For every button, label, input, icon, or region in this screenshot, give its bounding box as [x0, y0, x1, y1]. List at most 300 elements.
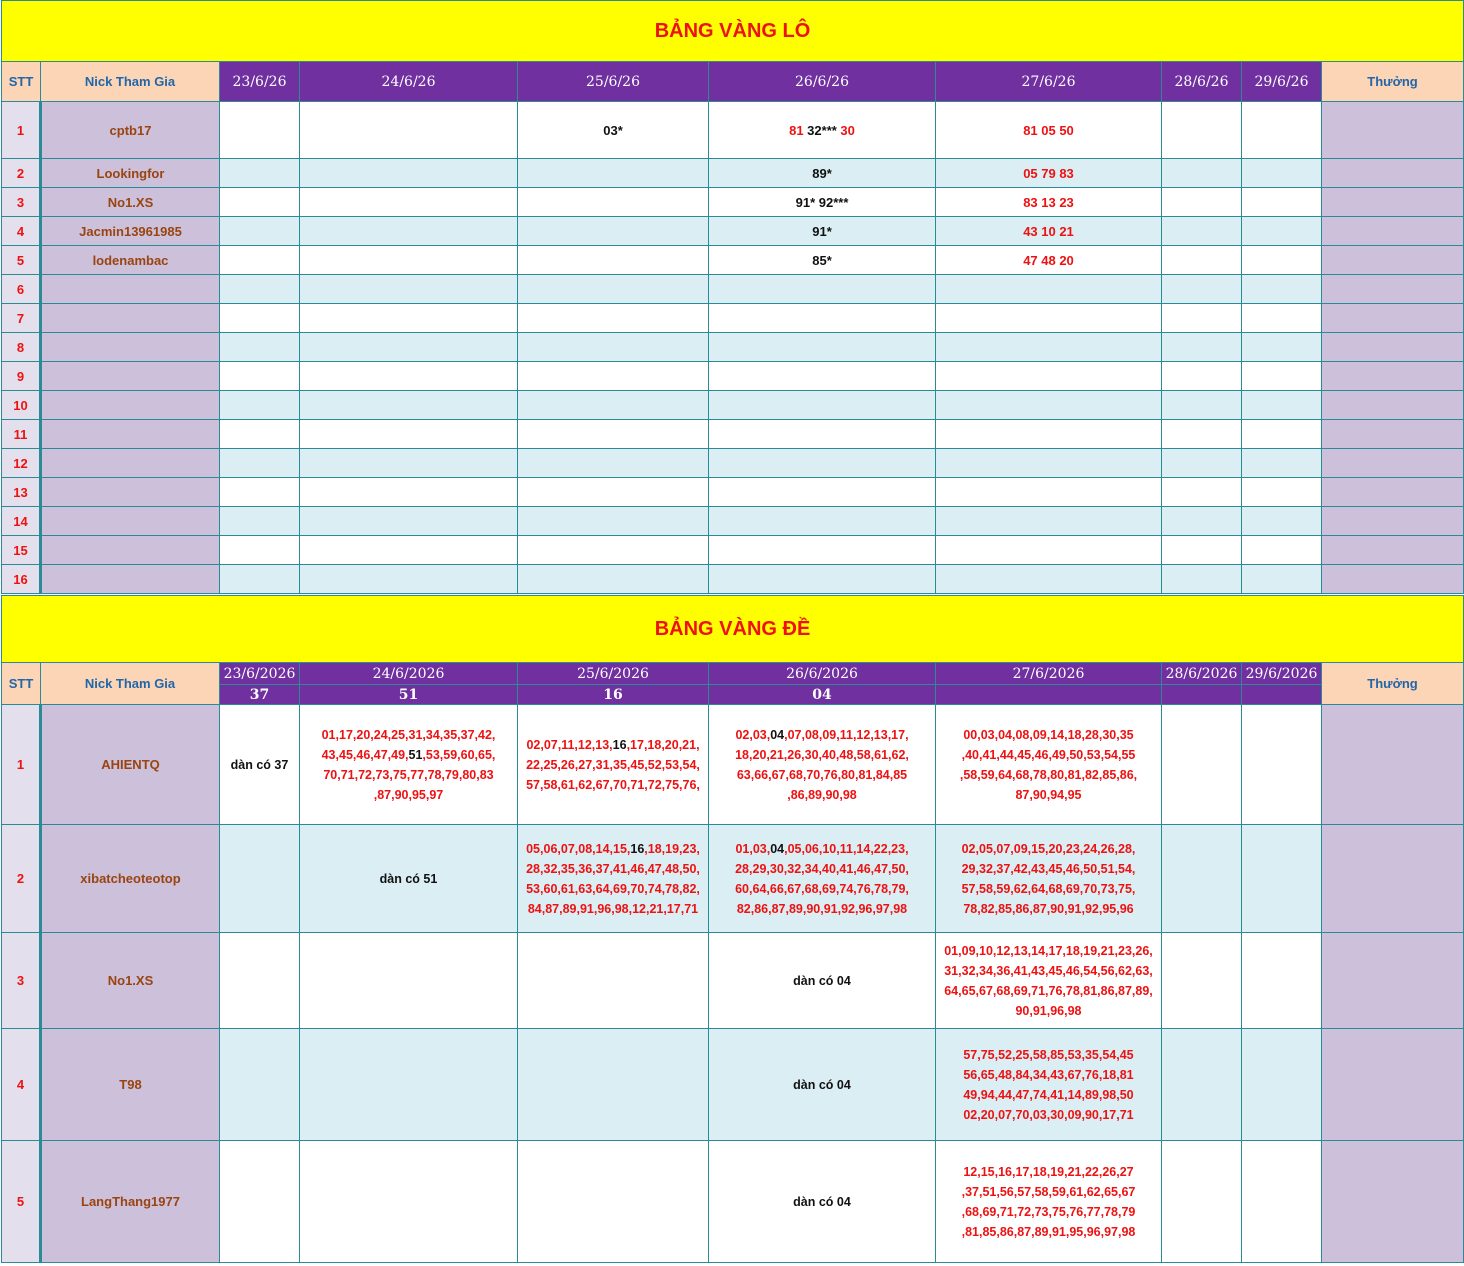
- cell-text: 02,05,07,09,15,20,23,24,26,28, 29,32,37,42,43,45,46,50,51,54, 57,58,59,62,64,68,69,70,73,75, 78,82,85,86,87,90,91,92,95,96: [961, 841, 1136, 916]
- lo-table-row: [2, 536, 1464, 565]
- de-row-nick: LangThang1977: [41, 1141, 220, 1263]
- lo-day-cell: [1162, 188, 1242, 217]
- lo-day-cell: [1162, 536, 1242, 565]
- lo-table-row: [2, 478, 1464, 507]
- lo-day-cell: [1242, 565, 1322, 594]
- lo-header-date: 25/6/26: [518, 62, 709, 102]
- lo-row-stt: 11: [2, 420, 41, 449]
- lo-day-cell: [1162, 102, 1242, 159]
- cell-text: 05 79 83: [1023, 165, 1074, 181]
- cell-text: 01,17,20,24,25,31,34,35,37,42, 43,45,46,47,49,: [321, 727, 496, 762]
- de-day-cell: [1162, 1029, 1242, 1141]
- lo-row-nick: [41, 391, 220, 420]
- de-day-cell: [1162, 705, 1242, 825]
- lo-day-cell: [1162, 217, 1242, 246]
- lo-day-cell: [709, 217, 936, 246]
- lo-table-row: [2, 362, 1464, 391]
- cell-text: 81 05 50: [1023, 122, 1074, 138]
- lo-day-cell: [1162, 391, 1242, 420]
- lo-row-thuong: [1322, 304, 1464, 333]
- de-day-cell: [300, 825, 518, 933]
- lo-table-row: [2, 420, 1464, 449]
- lo-header-date: 24/6/26: [300, 62, 518, 102]
- de-row-stt: 4: [2, 1029, 41, 1141]
- de-table-row: [2, 825, 1464, 933]
- cell-text: 85*: [812, 252, 832, 268]
- lo-row-nick: [41, 536, 220, 565]
- lo-row-stt: 3: [2, 188, 41, 217]
- cell-text: 03*: [603, 122, 623, 138]
- lo-day-cell: [709, 478, 936, 507]
- lo-day-cell: [709, 449, 936, 478]
- lo-day-cell: [936, 507, 1162, 536]
- lo-day-cell: [709, 565, 936, 594]
- lo-row-stt: 5: [2, 246, 41, 275]
- lo-row-nick: No1.XS: [41, 188, 220, 217]
- lo-day-cell: [518, 536, 709, 565]
- lo-day-cell: [220, 536, 300, 565]
- lo-table-row: [2, 188, 1464, 217]
- lo-day-cell: [1162, 275, 1242, 304]
- lo-row-thuong: [1322, 275, 1464, 304]
- cell-text: 57,75,52,25,58,85,53,35,54,45 56,65,48,84,34,43,67,76,18,81 49,94,44,47,74,41,14,89,98,50 02,20,07,70,03,30,09,90,17,71: [963, 1047, 1134, 1122]
- lo-day-cell: [936, 159, 1162, 188]
- cell-text: 16: [630, 841, 645, 856]
- lo-day-cell: [518, 159, 709, 188]
- lo-day-cell: [518, 188, 709, 217]
- lo-day-cell: [709, 333, 936, 362]
- cell-text: dàn có 04: [793, 973, 851, 988]
- lo-row-stt: 15: [2, 536, 41, 565]
- lo-row-thuong: [1322, 536, 1464, 565]
- de-row-thuong: [1322, 933, 1464, 1029]
- lo-day-cell: [300, 304, 518, 333]
- lo-row-thuong: [1322, 478, 1464, 507]
- de-day-cell: [936, 933, 1162, 1029]
- cell-text: 01,09,10,12,13,14,17,18,19,21,23,26, 31,32,34,36,41,43,45,46,54,56,62,63, 64,65,67,68,69,71,76,78,81,86,87,89, 90,91,96,98: [944, 943, 1153, 1018]
- lo-day-cell: [518, 362, 709, 391]
- lo-header-thuong: Thưởng: [1322, 62, 1464, 102]
- lo-row-thuong: [1322, 246, 1464, 275]
- lo-header-nick: Nick Tham Gia: [41, 62, 220, 102]
- de-row-nick: No1.XS: [41, 933, 220, 1029]
- de-day-cell: [1162, 933, 1242, 1029]
- lo-day-cell: [709, 159, 936, 188]
- de-header-date: 26/6/2026: [709, 663, 936, 685]
- lo-day-cell: [220, 565, 300, 594]
- de-day-cell: [300, 1141, 518, 1263]
- lo-row-nick: Lookingfor: [41, 159, 220, 188]
- lo-row-nick: cptb17: [41, 102, 220, 159]
- lo-row-thuong: [1322, 102, 1464, 159]
- lo-day-cell: [220, 420, 300, 449]
- lo-day-cell: [936, 188, 1162, 217]
- de-header-date: 27/6/2026: [936, 663, 1162, 685]
- de-header-result: 04: [709, 685, 936, 705]
- cell-text: 02,03,: [735, 727, 771, 742]
- lo-day-cell: [936, 391, 1162, 420]
- de-row-stt: 5: [2, 1141, 41, 1263]
- lo-day-cell: [936, 536, 1162, 565]
- de-header-stt: STT: [2, 663, 41, 705]
- lo-table-row: [2, 159, 1464, 188]
- lo-day-cell: [936, 333, 1162, 362]
- lo-day-cell: [1242, 304, 1322, 333]
- lo-day-cell: [220, 478, 300, 507]
- cell-text: dàn có 04: [793, 1077, 851, 1092]
- lo-day-cell: [220, 391, 300, 420]
- lo-day-cell: [300, 217, 518, 246]
- lo-table-row: [2, 565, 1464, 594]
- lo-day-cell: [1242, 217, 1322, 246]
- cell-text: 16: [612, 737, 627, 752]
- de-day-cell: [220, 825, 300, 933]
- cell-text: ,17,18,20,21, 22,25,26,27,31,35,45,52,53,54, 57,58,61,62,67,70,71,72,75,76,: [526, 737, 700, 792]
- lo-header-date: 27/6/26: [936, 62, 1162, 102]
- lo-row-nick: lodenambac: [41, 246, 220, 275]
- cell-text: 01,03,: [735, 841, 771, 856]
- de-table-row: [2, 705, 1464, 825]
- de-day-cell: [220, 1141, 300, 1263]
- lo-day-cell: [1242, 188, 1322, 217]
- lo-day-cell: [518, 478, 709, 507]
- de-day-cell: [709, 825, 936, 933]
- cell-text: 00,03,04,08,09,14,18,28,30,35 ,40,41,44,45,46,49,50,53,54,55 ,58,59,64,68,78,80,81,82,85,86, 87,90,94,95: [959, 727, 1138, 802]
- lo-day-cell: [300, 565, 518, 594]
- lo-day-cell: [1162, 159, 1242, 188]
- lo-row-thuong: [1322, 565, 1464, 594]
- lo-day-cell: [300, 159, 518, 188]
- lo-day-cell: [1162, 478, 1242, 507]
- de-row-nick: AHIENTQ: [41, 705, 220, 825]
- lo-day-cell: [300, 420, 518, 449]
- lo-row-thuong: [1322, 507, 1464, 536]
- de-day-cell: [220, 705, 300, 825]
- lo-day-cell: [1162, 565, 1242, 594]
- lo-header-date: 26/6/26: [709, 62, 936, 102]
- de-row-thuong: [1322, 825, 1464, 933]
- lo-day-cell: [300, 102, 518, 159]
- lo-day-cell: [220, 507, 300, 536]
- lo-row-nick: [41, 478, 220, 507]
- de-row-nick: T98: [41, 1029, 220, 1141]
- lo-table-row: [2, 507, 1464, 536]
- lo-header-date: 28/6/26: [1162, 62, 1242, 102]
- lo-day-cell: [709, 420, 936, 449]
- de-day-cell: [518, 1141, 709, 1263]
- lo-row-stt: 10: [2, 391, 41, 420]
- lo-day-cell: [1242, 391, 1322, 420]
- lo-day-cell: [518, 246, 709, 275]
- cell-text: dàn có 51: [379, 871, 438, 886]
- lo-row-stt: 13: [2, 478, 41, 507]
- lo-row-stt: 1: [2, 102, 41, 159]
- de-day-cell: [1162, 1141, 1242, 1263]
- lo-row-nick: [41, 362, 220, 391]
- lo-table-row: [2, 275, 1464, 304]
- lo-day-cell: [709, 507, 936, 536]
- de-title: BẢNG VÀNG ĐỀ: [2, 596, 1464, 663]
- lo-table-row: [2, 217, 1464, 246]
- lo-day-cell: [518, 449, 709, 478]
- lo-day-cell: [220, 102, 300, 159]
- lo-row-nick: [41, 333, 220, 362]
- de-row-thuong: [1322, 705, 1464, 825]
- de-header-date: 28/6/2026: [1162, 663, 1242, 685]
- de-day-cell: [220, 1029, 300, 1141]
- lo-day-cell: [1242, 507, 1322, 536]
- de-row-thuong: [1322, 1141, 1464, 1263]
- de-day-cell: [709, 1029, 936, 1141]
- lo-row-nick: [41, 507, 220, 536]
- de-table-row: [2, 1029, 1464, 1141]
- cell-text: 04: [770, 727, 785, 742]
- lo-row-stt: 4: [2, 217, 41, 246]
- lo-row-nick: [41, 420, 220, 449]
- lo-day-cell: [1242, 246, 1322, 275]
- de-day-cell: [1242, 933, 1322, 1029]
- lo-table-row: [2, 391, 1464, 420]
- lo-row-thuong: [1322, 449, 1464, 478]
- lo-day-cell: [518, 565, 709, 594]
- lo-day-cell: [300, 333, 518, 362]
- lo-day-cell: [936, 217, 1162, 246]
- lo-day-cell: [709, 391, 936, 420]
- lo-day-cell: [936, 362, 1162, 391]
- lo-day-cell: [709, 102, 936, 159]
- lo-day-cell: [1162, 333, 1242, 362]
- lo-day-cell: [220, 246, 300, 275]
- lo-day-cell: [518, 102, 709, 159]
- cell-text: 04: [770, 841, 785, 856]
- de-day-cell: [936, 705, 1162, 825]
- cell-text: 81: [789, 122, 808, 138]
- de-day-cell: [709, 705, 936, 825]
- de-day-cell: [936, 1029, 1162, 1141]
- lo-day-cell: [220, 275, 300, 304]
- de-row-stt: 1: [2, 705, 41, 825]
- lo-day-cell: [518, 333, 709, 362]
- lo-day-cell: [300, 478, 518, 507]
- lo-day-cell: [220, 217, 300, 246]
- lo-day-cell: [518, 217, 709, 246]
- lo-day-cell: [518, 420, 709, 449]
- lo-row-thuong: [1322, 188, 1464, 217]
- lo-day-cell: [220, 333, 300, 362]
- lo-day-cell: [936, 102, 1162, 159]
- de-day-cell: [1242, 705, 1322, 825]
- lo-row-nick: [41, 565, 220, 594]
- lo-day-cell: [1242, 102, 1322, 159]
- lo-day-cell: [1242, 420, 1322, 449]
- cell-text: ,07,08,09,11,12,13,17, 18,20,21,26,30,40,48,58,61,62, 63,66,67,68,70,76,80,81,84,85 ,86,89,90,98: [735, 727, 909, 802]
- cell-text: ,05,06,10,11,14,22,23, 28,29,30,32,34,40,41,46,47,50, 60,64,66,67,68,69,74,76,78,79, 82,86,87,89,90,91,92,96,97,98: [735, 841, 909, 916]
- lo-row-thuong: [1322, 391, 1464, 420]
- lo-row-stt: 2: [2, 159, 41, 188]
- lo-row-thuong: [1322, 217, 1464, 246]
- lo-day-cell: [220, 362, 300, 391]
- lo-row-stt: 9: [2, 362, 41, 391]
- lo-day-cell: [300, 449, 518, 478]
- cell-text: 30: [836, 122, 855, 138]
- lo-row-nick: [41, 275, 220, 304]
- de-day-cell: [518, 705, 709, 825]
- lo-day-cell: [709, 188, 936, 217]
- lo-day-cell: [300, 391, 518, 420]
- lo-day-cell: [300, 246, 518, 275]
- de-table-row: [2, 1141, 1464, 1263]
- lo-day-cell: [1242, 478, 1322, 507]
- lo-row-stt: 14: [2, 507, 41, 536]
- lo-row-nick: [41, 449, 220, 478]
- de-day-cell: [220, 933, 300, 1029]
- lo-row-stt: 8: [2, 333, 41, 362]
- lo-day-cell: [936, 449, 1162, 478]
- lo-day-cell: [518, 391, 709, 420]
- de-header-date: 25/6/2026: [518, 663, 709, 685]
- cell-text: 43 10 21: [1023, 223, 1074, 239]
- cell-text: 02,07,11,12,13,: [526, 737, 613, 752]
- de-header-thuong: Thưởng: [1322, 663, 1464, 705]
- lo-day-cell: [1242, 159, 1322, 188]
- lo-day-cell: [936, 420, 1162, 449]
- de-day-cell: [1162, 825, 1242, 933]
- cell-text: 05,06,07,08,14,15,: [526, 841, 631, 856]
- lo-day-cell: [709, 536, 936, 565]
- de-day-cell: [936, 1141, 1162, 1263]
- cell-text: 91* 92***: [795, 194, 849, 210]
- lo-day-cell: [1242, 362, 1322, 391]
- lo-row-stt: 12: [2, 449, 41, 478]
- lo-header-stt: STT: [2, 62, 41, 102]
- lo-day-cell: [936, 275, 1162, 304]
- lo-table-row: [2, 304, 1464, 333]
- lo-day-cell: [518, 304, 709, 333]
- lo-row-thuong: [1322, 159, 1464, 188]
- de-header-date: 23/6/2026: [220, 663, 300, 685]
- lo-day-cell: [220, 449, 300, 478]
- de-day-cell: [1242, 1141, 1322, 1263]
- lo-day-cell: [1242, 449, 1322, 478]
- cell-text: 32***: [807, 122, 837, 138]
- lo-header-date: 29/6/26: [1242, 62, 1322, 102]
- lo-day-cell: [300, 188, 518, 217]
- lo-header-date: 23/6/26: [220, 62, 300, 102]
- lo-day-cell: [1162, 420, 1242, 449]
- lo-day-cell: [220, 188, 300, 217]
- de-day-cell: [1242, 825, 1322, 933]
- lo-day-cell: [1242, 333, 1322, 362]
- de-day-cell: [300, 1029, 518, 1141]
- de-day-cell: [518, 825, 709, 933]
- de-row-nick: xibatcheoteotop: [41, 825, 220, 933]
- cell-text: 89*: [812, 165, 832, 181]
- lo-title: BẢNG VÀNG LÔ: [2, 1, 1464, 62]
- lo-day-cell: [300, 536, 518, 565]
- lo-day-cell: [1162, 362, 1242, 391]
- lo-day-cell: [220, 304, 300, 333]
- lo-row-thuong: [1322, 420, 1464, 449]
- cell-text: 12,15,16,17,18,19,21,22,26,27 ,37,51,56,57,58,59,61,62,65,67 ,68,69,71,72,73,75,76,77,78,79 ,81,85,86,87,89,91,95,96,97,98: [961, 1164, 1136, 1239]
- lo-table-row: [2, 246, 1464, 275]
- lo-day-cell: [709, 246, 936, 275]
- lo-day-cell: [1162, 246, 1242, 275]
- de-day-cell: [709, 1141, 936, 1263]
- lo-day-cell: [709, 275, 936, 304]
- de-day-cell: [518, 1029, 709, 1141]
- de-header-result: 16: [518, 685, 709, 705]
- de-header-result: 37: [220, 685, 300, 705]
- de-row-stt: 3: [2, 933, 41, 1029]
- lo-day-cell: [936, 478, 1162, 507]
- de-header-result: [1242, 685, 1322, 705]
- lo-row-stt: 16: [2, 565, 41, 594]
- de-header-nick: Nick Tham Gia: [41, 663, 220, 705]
- lo-row-thuong: [1322, 333, 1464, 362]
- lo-row-nick: [41, 304, 220, 333]
- lo-row-thuong: [1322, 362, 1464, 391]
- de-header-date: 24/6/2026: [300, 663, 518, 685]
- lo-row-stt: 7: [2, 304, 41, 333]
- de-day-cell: [936, 825, 1162, 933]
- de-header-result: [1162, 685, 1242, 705]
- de-day-cell: [518, 933, 709, 1029]
- cell-text: 47 48 20: [1023, 252, 1074, 268]
- de-row-thuong: [1322, 1029, 1464, 1141]
- lo-table: [1, 0, 1464, 594]
- cell-text: ,18,19,23, 28,32,35,36,37,41,46,47,48,50, 53,60,61,63,64,69,70,74,78,82, 84,87,89,91,96,98,12,21,17,71: [526, 841, 700, 916]
- lo-day-cell: [1162, 449, 1242, 478]
- de-row-stt: 2: [2, 825, 41, 933]
- lo-day-cell: [300, 507, 518, 536]
- cell-text: ,53,59,60,65, 70,71,72,73,75,77,78,79,80,83 ,87,90,95,97: [323, 747, 496, 802]
- de-day-cell: [1242, 1029, 1322, 1141]
- lo-day-cell: [300, 362, 518, 391]
- de-table: [1, 595, 1464, 1263]
- de-table-row: [2, 933, 1464, 1029]
- lo-row-stt: 6: [2, 275, 41, 304]
- cell-text: 91*: [812, 223, 832, 239]
- cell-text: 51: [408, 747, 423, 762]
- lo-day-cell: [709, 304, 936, 333]
- lo-day-cell: [518, 275, 709, 304]
- lo-day-cell: [1162, 304, 1242, 333]
- lo-day-cell: [1162, 507, 1242, 536]
- de-day-cell: [300, 705, 518, 825]
- lo-row-nick: Jacmin13961985: [41, 217, 220, 246]
- cell-text: 83 13 23: [1023, 194, 1074, 210]
- lo-day-cell: [1242, 275, 1322, 304]
- lo-table-row: [2, 449, 1464, 478]
- de-header-date: 29/6/2026: [1242, 663, 1322, 685]
- lo-table-row: [2, 102, 1464, 159]
- de-header-result: [936, 685, 1162, 705]
- lo-day-cell: [1242, 536, 1322, 565]
- lo-day-cell: [936, 246, 1162, 275]
- lo-day-cell: [709, 362, 936, 391]
- lo-table-row: [2, 333, 1464, 362]
- cell-text: dàn có 04: [793, 1194, 851, 1209]
- lo-day-cell: [936, 565, 1162, 594]
- lo-day-cell: [300, 275, 518, 304]
- de-header-result: 51: [300, 685, 518, 705]
- de-day-cell: [709, 933, 936, 1029]
- lo-day-cell: [220, 159, 300, 188]
- de-day-cell: [300, 933, 518, 1029]
- cell-text: dàn có 37: [230, 757, 289, 772]
- lo-day-cell: [518, 507, 709, 536]
- lo-day-cell: [936, 304, 1162, 333]
